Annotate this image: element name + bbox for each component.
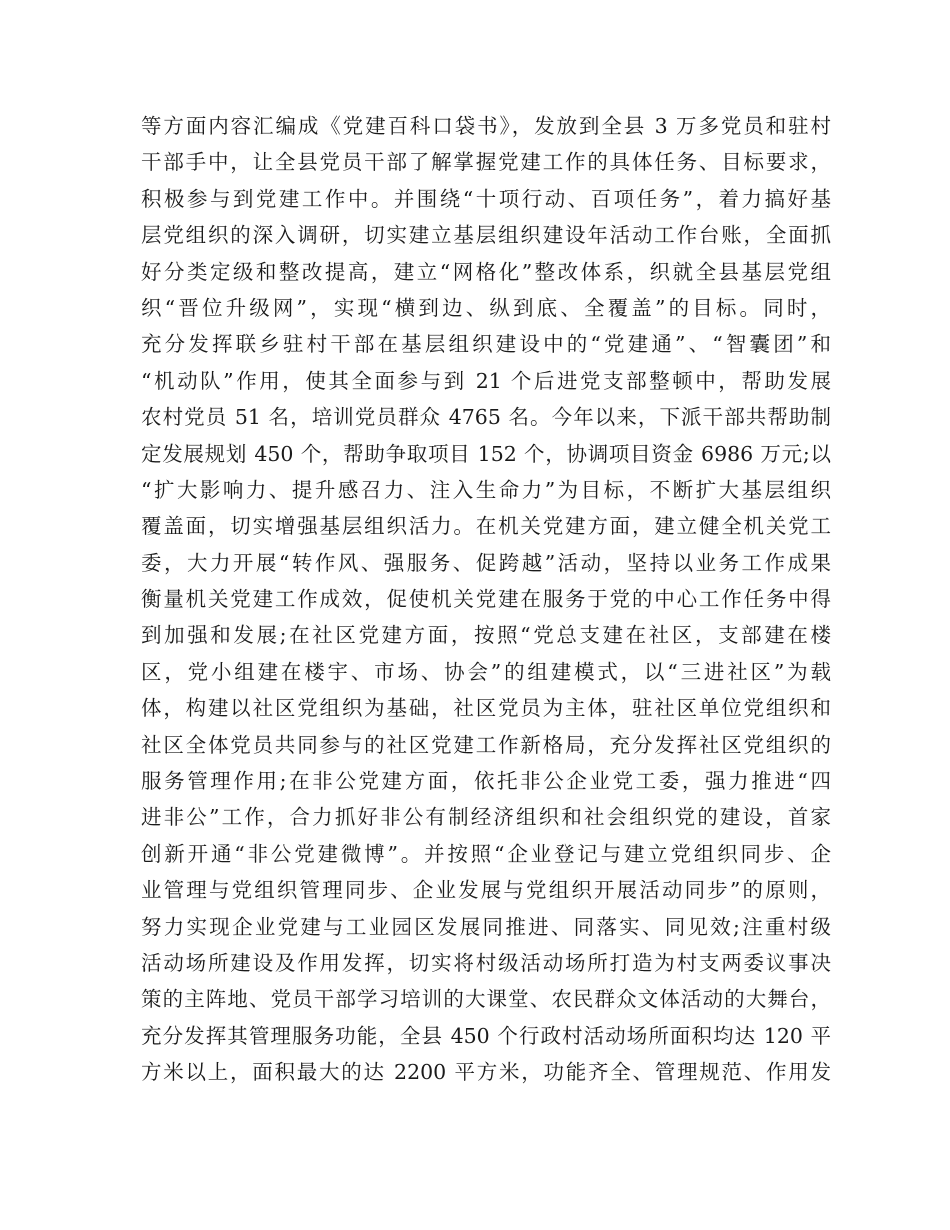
text-line: 充分发挥其管理服务功能，全县 450 个行政村活动场所面积均达 120 平 bbox=[141, 1023, 831, 1048]
text-line: 策的主阵地、党员干部学习培训的大课堂、农民群众文体活动的大舞台， bbox=[141, 987, 831, 1012]
text-line: 衡量机关党建工作成效，促使机关党建在服务于党的中心工作任务中得 bbox=[141, 587, 831, 612]
text-line: 到加强和发展;在社区党建方面，按照“党总支建在社区，支部建在楼 bbox=[141, 623, 831, 648]
text-line: 覆盖面，切实增强基层组织活力。在机关党建方面，建立健全机关党工 bbox=[141, 514, 831, 539]
text-line: “机动队”作用，使其全面参与到 21 个后进党支部整顿中，帮助发展 bbox=[141, 368, 831, 393]
text-line: 努力实现企业党建与工业园区发展同推进、同落实、同见效;注重村级 bbox=[141, 914, 831, 939]
text-line: 活动场所建设及作用发挥，切实将村级活动场所打造为村支两委议事决 bbox=[141, 950, 831, 975]
text-line: 层党组织的深入调研，切实建立基层组织建设年活动工作台账，全面抓 bbox=[141, 223, 831, 248]
text-line: 委，大力开展“转作风、强服务、促跨越”活动，坚持以业务工作成果 bbox=[141, 550, 831, 575]
text-line: “扩大影响力、提升感召力、注入生命力”为目标，不断扩大基层组织 bbox=[141, 477, 831, 502]
text-line: 体，构建以社区党组织为基础，社区党员为主体，驻社区单位党组织和 bbox=[141, 696, 831, 721]
text-line: 进非公”工作，合力抓好非公有制经济组织和社会组织党的建设，首家 bbox=[141, 805, 831, 830]
text-line: 创新开通“非公党建微博”。并按照“企业登记与建立党组织同步、企 bbox=[141, 841, 831, 866]
text-line: 充分发挥联乡驻村干部在基层组织建设中的“党建通”、“智囊团”和 bbox=[141, 332, 831, 357]
text-line: 方米以上，面积最大的达 2200 平方米，功能齐全、管理规范、作用发 bbox=[141, 1060, 831, 1085]
text-line: 社区全体党员共同参与的社区党建工作新格局，充分发挥社区党组织的 bbox=[141, 732, 831, 757]
text-line: 服务管理作用;在非公党建方面，依托非公企业党工委，强力推进“四 bbox=[141, 769, 831, 794]
text-line: 农村党员 51 名，培训党员群众 4765 名。今年以来，下派干部共帮助制 bbox=[141, 405, 831, 430]
text-line: 区，党小组建在楼宇、市场、协会”的组建模式，以“三进社区”为载 bbox=[141, 659, 831, 684]
text-line: 业管理与党组织管理同步、企业发展与党组织开展活动同步”的原则， bbox=[141, 878, 831, 903]
text-line: 积极参与到党建工作中。并围绕“十项行动、百项任务”，着力搞好基 bbox=[141, 186, 831, 211]
text-line: 干部手中，让全县党员干部了解掌握党建工作的具体任务、目标要求， bbox=[141, 150, 831, 175]
text-line: 等方面内容汇编成《党建百科口袋书》，发放到全县 3 万多党员和驻村 bbox=[141, 114, 831, 138]
text-line: 织“晋位升级网”，实现“横到边、纵到底、全覆盖”的目标。同时， bbox=[141, 295, 831, 320]
text-line: 定发展规划 450 个，帮助争取项目 152 个，协调项目资金 6986 万元;以 bbox=[141, 441, 831, 466]
body-paragraph bbox=[141, 108, 831, 1091]
text-line: 好分类定级和整改提高，建立“网格化”整改体系，织就全县基层党组 bbox=[141, 259, 831, 284]
